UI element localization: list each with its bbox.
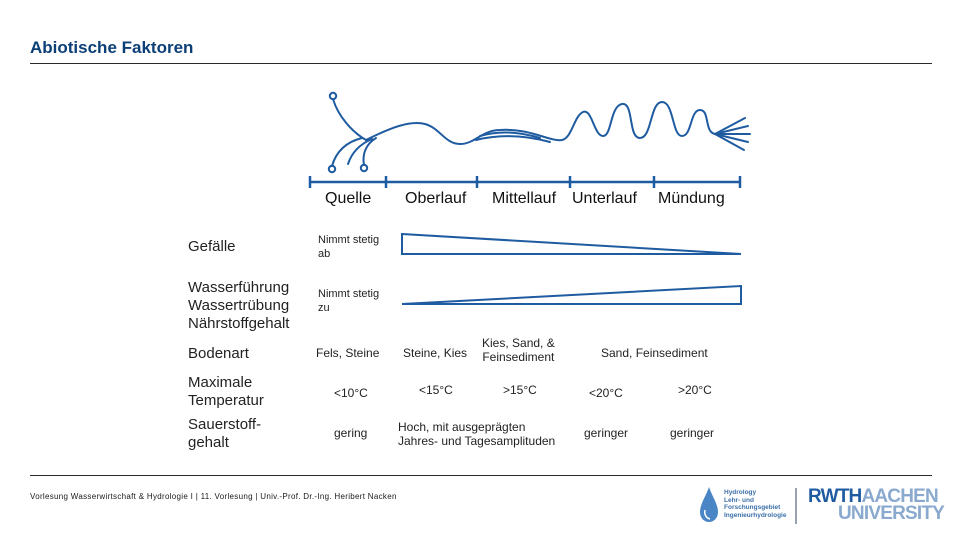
wasser-wedge (400, 283, 745, 309)
sauer-muendung: geringer (670, 426, 715, 440)
row-label-boden: Bodenart (188, 345, 249, 362)
rwth-word: RWTH (808, 486, 862, 507)
boden-mittellauf-line2: Feinsediment (482, 350, 555, 364)
stage-quelle: Quelle (325, 190, 372, 207)
row-label-sauer-line2: gehalt (188, 434, 229, 451)
boden-mittellauf-line1: Kies, Sand, & (482, 336, 555, 350)
institute-line1: Hydrology (724, 489, 757, 496)
sauer-ober-mittellauf (398, 420, 555, 448)
wasser-note-line1: Nimmt stetig (318, 288, 380, 300)
row-label-temp-line2: Temperatur (188, 392, 264, 409)
row-label-wasser-line1: Wasserführung (188, 279, 290, 296)
boden-oberlauf: Steine, Kies (403, 346, 468, 360)
aachen-word: AACHEN (861, 486, 938, 507)
institute-line2: Lehr- und (724, 496, 754, 504)
bottom-divider (30, 475, 932, 476)
institute-line3: Forschungsgebiet (724, 504, 781, 512)
temp-unterlauf: <20°C (589, 386, 623, 400)
wasser-note (318, 287, 379, 315)
sauer-ober-line1: Hoch, mit ausgeprägten (398, 420, 526, 434)
river-illustration (300, 80, 760, 180)
institute-line4: Ingenieurhydrologie (724, 511, 787, 519)
row-label-wasser-line3: Nährstoffgehalt (188, 315, 290, 332)
footer-text: Vorlesung Wasserwirtschaft & Hydrologie I | 11. Vorlesung | Univ.-Prof. Dr.-Ing. Heribert Nacken (30, 492, 397, 501)
logo-separator (795, 488, 797, 524)
stage-unterlauf: Unterlauf (572, 190, 637, 207)
temp-quelle: <10°C (334, 386, 368, 400)
water-drop-icon (698, 486, 720, 524)
gefaelle-note-line1: Nimmt stetig (318, 234, 380, 246)
temp-oberlauf: <15°C (419, 383, 453, 397)
sauer-quelle: gering (334, 426, 368, 440)
temp-muendung: >20°C (678, 383, 712, 397)
boden-quelle: Fels, Steine (316, 346, 380, 360)
institute-logo-text (724, 489, 786, 519)
gefaelle-note (318, 233, 379, 261)
row-label-temp (188, 374, 264, 410)
gefaelle-wedge (400, 230, 745, 258)
page-title: Abiotische Faktoren (30, 38, 194, 57)
wasser-note-line2: zu (318, 302, 330, 314)
stage-mittellauf: Mittellauf (492, 190, 557, 207)
sauer-ober-line2: Jahres- und Tagesamplituden (398, 434, 556, 448)
row-label-temp-line1: Maximale (188, 374, 253, 391)
row-label-wasser (188, 279, 289, 333)
stage-oberlauf: Oberlauf (405, 190, 467, 207)
boden-unterlauf-muendung: Sand, Feinsediment (601, 346, 708, 360)
row-label-gefaelle: Gefälle (188, 238, 236, 255)
row-label-wasser-line2: Wassertrübung (188, 297, 290, 314)
sauer-unterlauf: geringer (584, 426, 629, 440)
gefaelle-note-line2: ab (318, 248, 331, 260)
row-label-sauer-line1: Sauerstoff- (188, 416, 262, 433)
top-divider (30, 63, 932, 64)
stage-muendung: Mündung (658, 190, 725, 207)
temp-mittellauf: >15°C (503, 383, 537, 397)
boden-mittellauf (482, 336, 555, 364)
row-label-sauer (188, 416, 261, 452)
stage-axis (300, 172, 750, 192)
rwth-logo-university: UNIVERSITY (838, 503, 945, 524)
